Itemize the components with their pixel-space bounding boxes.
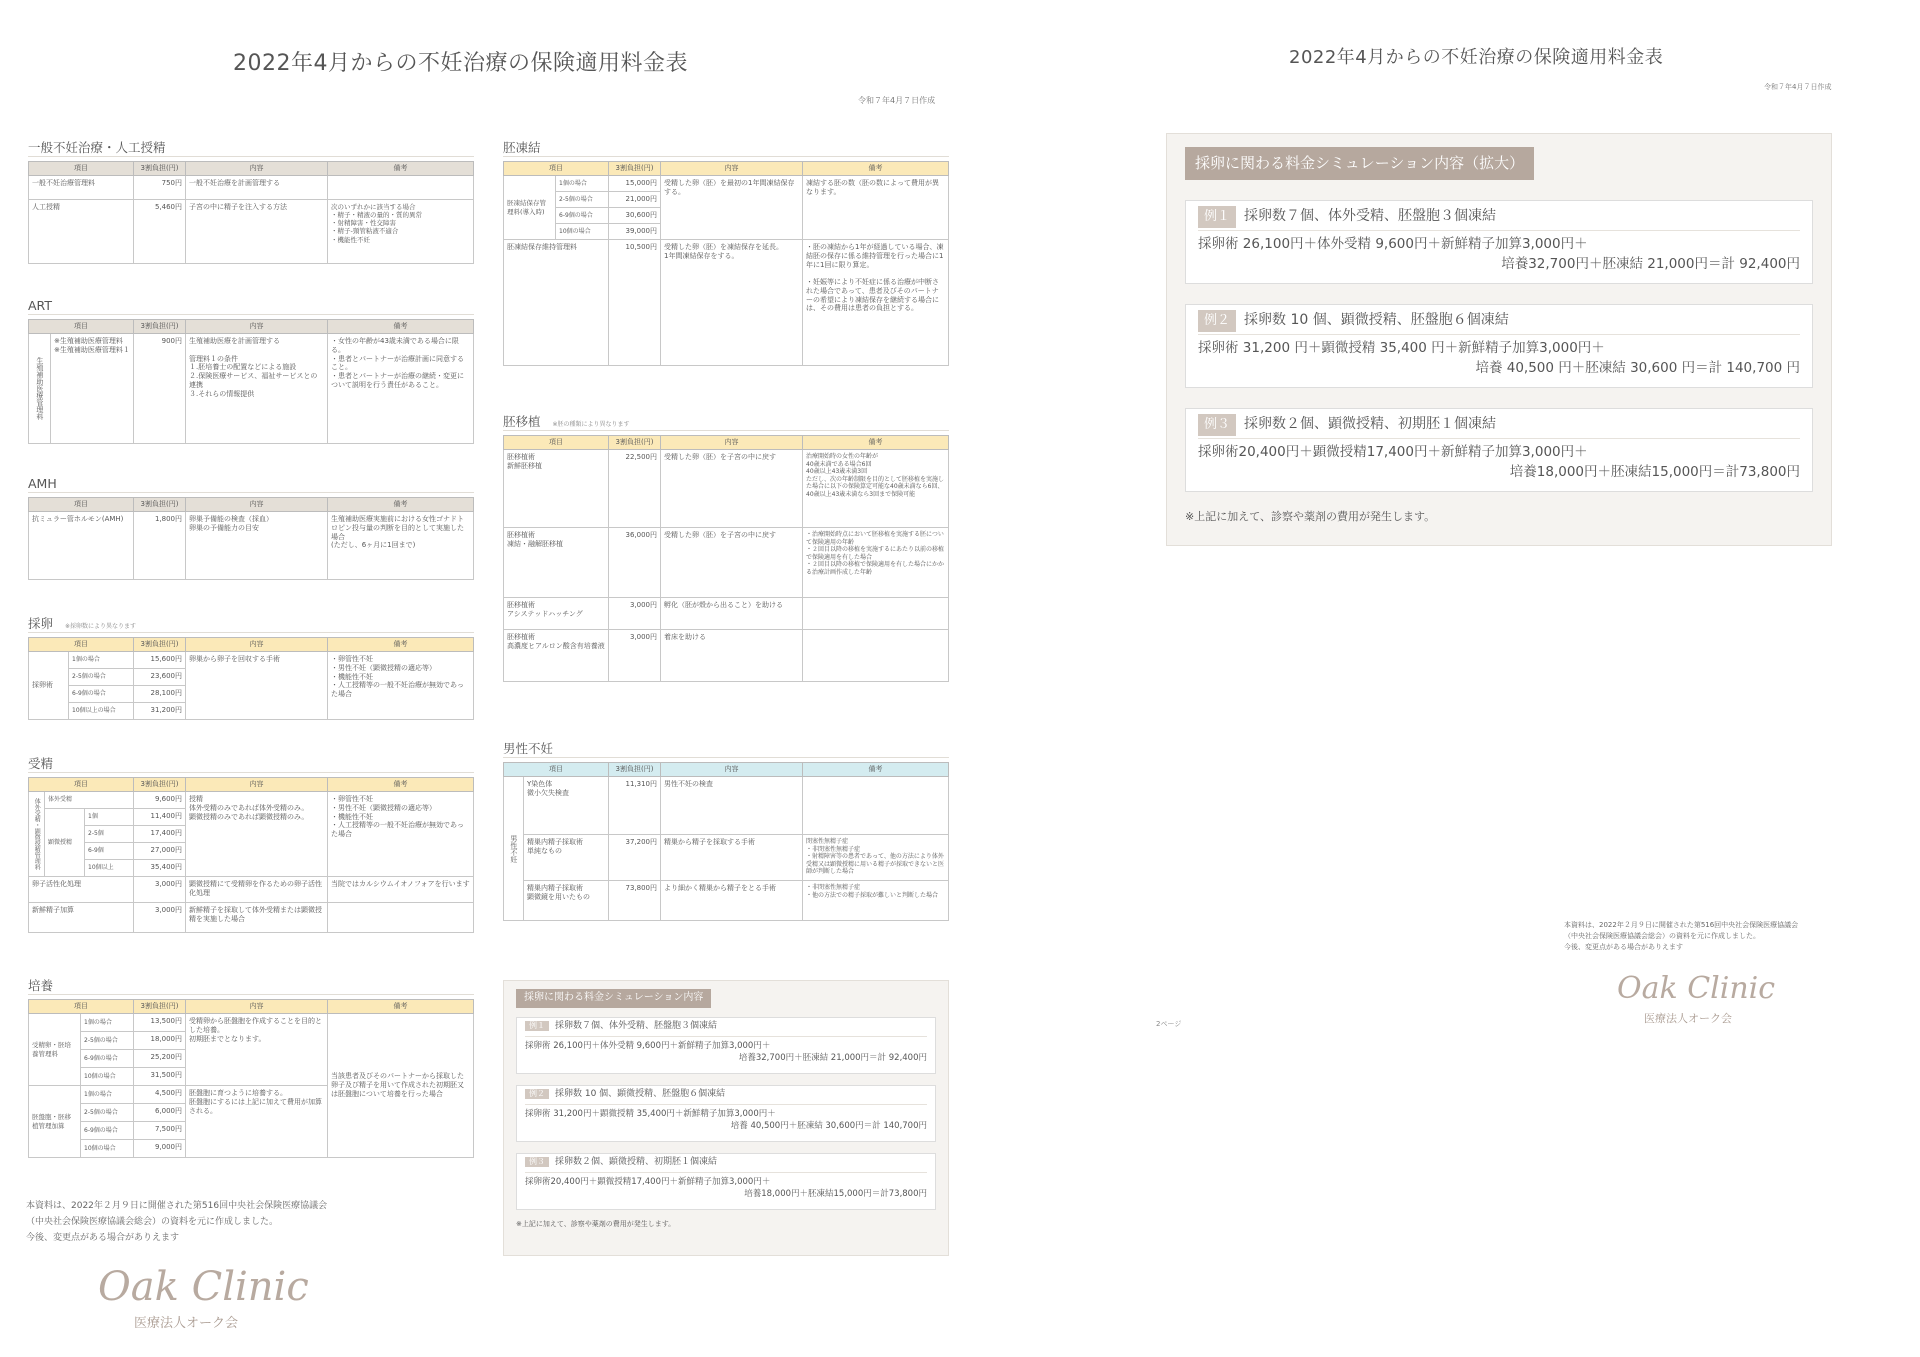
section-subnote: ※胚の種類により異なります	[552, 421, 630, 428]
sub-item-cell: 1個の場合	[81, 1014, 134, 1032]
section-title-text: 胚移植	[503, 414, 541, 429]
clinic-logo: Oak Clinic	[1617, 971, 1776, 1006]
col-header: 項目	[29, 320, 134, 334]
footer-note: 本資料は、2022年２月９日に開催された第516回中央社会保険医療協議会 （中央社会保険医療協議会総会）の資料を元に作成しました。 今後、変更点がある場合がありえます	[26, 1201, 328, 1243]
example-formula-2: 培養 40,500円＋胚凍結 30,600円＝計 140,700円	[730, 1121, 927, 1132]
table-row	[504, 450, 949, 528]
sub-item-cell: 10個の場合	[556, 224, 609, 240]
price-cell: 36,000円	[609, 528, 661, 598]
note-cell: ・卵管性不妊 ・男性不妊（顕微授精の適応等） ・機能性不妊 ・人工授精等の一般不妊治療が無効であった場合	[328, 652, 474, 720]
item-cell: 抗ミュラー管ホルモン(AMH)	[29, 512, 134, 580]
fee-table	[28, 777, 474, 933]
example-card	[1185, 200, 1813, 284]
price-cell: 900円	[134, 334, 186, 444]
item-cell: 精巣内精子採取術 単純なもの	[524, 835, 609, 881]
table-row	[504, 598, 949, 630]
table-row	[29, 903, 474, 933]
section-title-text: 採卵	[28, 616, 54, 631]
price-cell: 35,400円	[134, 860, 186, 877]
example-formula-2: 培養32,700円＋胚凍結 21,000円＝計 92,400円	[738, 1053, 927, 1064]
col-header: 3割負担(円)	[134, 1000, 186, 1014]
creation-date: 令和７年4月７日作成	[1764, 83, 1832, 91]
sub-item-cell: 1個の場合	[556, 176, 609, 192]
table-row	[29, 200, 474, 264]
sub-item-cell: 2-5個の場合	[81, 1104, 134, 1122]
section-amh	[28, 476, 474, 580]
table-row	[29, 1014, 474, 1032]
simulation-panel	[503, 980, 949, 1256]
price-cell: 17,400円	[134, 826, 186, 843]
page-number: 2ページ	[1156, 1020, 1182, 1028]
sub-item-cell: 6-9個の場合	[81, 1122, 134, 1140]
section-male-infertility	[503, 741, 949, 921]
simulation-title: 採卵に関わる料金シミュレーション内容（拡大）	[1185, 147, 1534, 180]
example-tag: 例１	[525, 1021, 549, 1031]
price-cell: 5,460円	[134, 200, 186, 264]
col-header: 3割負担(円)	[134, 778, 186, 792]
example-title-text: 採卵数２個、顕微授精、初期胚１個凍結	[1244, 415, 1496, 432]
example-title	[1198, 413, 1800, 439]
item-cell: 卵子活性化処理	[29, 877, 134, 903]
content-cell: 男性不妊の検査	[661, 777, 803, 835]
price-cell: 3,000円	[609, 630, 661, 682]
col-header: 項目	[504, 436, 609, 450]
price-cell: 750円	[134, 176, 186, 200]
content-cell: 受精した卵（胚）を最初の1年間凍結保存する。	[661, 176, 803, 240]
item-cell: Y染色体 微小欠失検査	[524, 777, 609, 835]
sub-item-cell: 2-5個の場合	[556, 192, 609, 208]
example-title-text: 採卵数２個、顕微授精、初期胚１個凍結	[555, 1156, 718, 1167]
price-cell: 18,000円	[134, 1032, 186, 1050]
col-header: 備考	[328, 320, 474, 334]
section-embryo-freezing	[503, 140, 949, 366]
example-title-text: 採卵数７個、体外受精、胚盤胞３個凍結	[555, 1020, 718, 1031]
example-title-text: 採卵数７個、体外受精、胚盤胞３個凍結	[1244, 207, 1496, 224]
content-cell: 受精した卵（胚）を凍結保存を延長。 1年間凍結保存をする。	[661, 240, 803, 366]
section-embryo-transfer	[503, 414, 949, 682]
sub-item-cell: 1個の場合	[69, 652, 134, 669]
content-cell: 受精卵から胚盤胞を作成することを目的とした培養。 初期胚までとなります。	[186, 1014, 328, 1086]
example-card	[1185, 408, 1813, 492]
example-title-text: 採卵数 10 個、顕微授精、胚盤胞６個凍結	[555, 1088, 726, 1099]
section-title: 一般不妊治療・人工授精	[28, 140, 474, 157]
col-header: 備考	[328, 162, 474, 176]
fee-table	[28, 319, 474, 444]
page-title: 2022年4月からの不妊治療の保険適用料金表	[1289, 47, 1664, 68]
col-header: 備考	[328, 778, 474, 792]
col-header: 内容	[186, 498, 328, 512]
fee-table	[503, 762, 949, 921]
table-row	[29, 176, 474, 200]
col-header: 内容	[186, 320, 328, 334]
example-tag: 例１	[1198, 206, 1236, 228]
example-title	[1198, 309, 1800, 335]
note-cell	[328, 903, 474, 933]
item-cell: 精巣内精子採取術 顕微鏡を用いたもの	[524, 881, 609, 921]
example-title	[525, 1089, 927, 1105]
example-formula-2: 培養 40,500 円＋胚凍結 30,600 円＝計 140,700 円	[1475, 359, 1800, 376]
price-cell: 9,000円	[134, 1140, 186, 1158]
table-row	[504, 881, 949, 921]
content-cell: 卵巣から卵子を回収する手術	[186, 652, 328, 720]
col-header: 備考	[803, 162, 949, 176]
page-title: 2022年4月からの不妊治療の保険適用料金表	[233, 51, 688, 76]
note-cell	[803, 777, 949, 835]
col-header: 内容	[661, 162, 803, 176]
note-cell: ・非閉塞性無精子症 ・他の方法での精子採取が難しいと判断した場合	[803, 881, 949, 921]
content-cell: より細かく精巣から精子をとる手術	[661, 881, 803, 921]
price-cell: 37,200円	[609, 835, 661, 881]
item-cell: 胚盤胞・胚移植管理加算	[29, 1086, 81, 1158]
document-page-2	[1144, 0, 1920, 1357]
section-general-infertility	[28, 140, 474, 264]
col-header: 内容	[186, 778, 328, 792]
sub-item-cell: 2-5個の場合	[69, 669, 134, 686]
footer-note: 本資料は、2022年２月９日に開催された第516回中央社会保険医療協議会 （中央社会保険医療協議会総会）の資料を元に作成しました。 今後、変更点がある場合がありえます	[1564, 921, 1799, 951]
section-title: 受精	[28, 756, 474, 773]
clinic-logo: Oak Clinic	[98, 1264, 309, 1310]
price-cell: 21,000円	[609, 192, 661, 208]
col-header: 項目	[29, 638, 134, 652]
price-cell: 15,000円	[609, 176, 661, 192]
note-cell: ・胚の凍結から1年が経過している場合、凍結胚の保存に係る維持管理を行った場合に1年に1回に限り算定。 ・妊娠等により不妊症に係る治療が中断された場合であって、患者及びそのパートナーの希望により凍結保存を継続する場合には、その費用は患者の負担とする。	[803, 240, 949, 366]
col-header: 項目	[504, 763, 609, 777]
note-cell	[803, 598, 949, 630]
item-cell: 採卵術	[29, 652, 69, 720]
example-card	[516, 1085, 936, 1142]
sub-item-cell: 6-9個の場合	[81, 1050, 134, 1068]
example-title-text: 採卵数 10 個、顕微授精、胚盤胞６個凍結	[1244, 311, 1509, 328]
col-header: 内容	[661, 436, 803, 450]
price-cell: 3,000円	[134, 903, 186, 933]
table-row	[504, 630, 949, 682]
item-cell: 胚移植術 アシステッドハッチング	[504, 598, 609, 630]
col-header: 項目	[29, 778, 134, 792]
sub-item-cell: 10個以上	[85, 860, 134, 877]
section-title: 胚凍結	[503, 140, 949, 157]
price-cell: 39,000円	[609, 224, 661, 240]
price-cell: 11,310円	[609, 777, 661, 835]
simulation-note: ※上記に加えて、診察や薬剤の費用が発生します。	[1185, 509, 1436, 523]
fee-table	[503, 435, 949, 682]
row-group-label: 男性不妊	[504, 777, 524, 921]
note-cell: ・女性の年齢が43歳未満である場合に限る。 ・患者とパートナーが治療計画に同意すること。 ・患者とパートナーが治療の継続・変更について説明を行う責任があること。	[328, 334, 474, 444]
sub-item-cell: 1個	[85, 809, 134, 826]
example-title	[525, 1157, 927, 1173]
item-cell: 顕微授精	[45, 809, 85, 877]
price-cell: 7,500円	[134, 1122, 186, 1140]
price-cell: 22,500円	[609, 450, 661, 528]
example-formula-1: 採卵術 26,100円＋体外受精 9,600円＋新鮮精子加算3,000円＋	[1198, 235, 1588, 252]
section-title	[503, 414, 949, 431]
price-cell: 15,600円	[134, 652, 186, 669]
example-formula-2: 培養18,000円＋胚凍結15,000円＝計73,800円	[744, 1189, 927, 1200]
sub-item-cell: 6-9個の場合	[69, 686, 134, 703]
price-cell: 1,800円	[134, 512, 186, 580]
note-cell	[328, 176, 474, 200]
table-row	[504, 240, 949, 366]
price-cell: 6,000円	[134, 1104, 186, 1122]
item-cell: 胚凍結保存維持管理料	[504, 240, 609, 366]
section-fertilization	[28, 756, 474, 933]
table-row	[504, 835, 949, 881]
table-row	[504, 176, 949, 192]
section-subnote: ※採卵数により異なります	[65, 623, 137, 630]
table-row	[29, 652, 474, 669]
example-card	[516, 1017, 936, 1074]
price-cell: 23,600円	[134, 669, 186, 686]
item-cell: 胚凍結保存管理料(導入時)	[504, 176, 556, 240]
example-card	[516, 1153, 936, 1210]
col-header: 項目	[29, 1000, 134, 1014]
example-tag: 例２	[525, 1089, 549, 1099]
example-formula-2: 培養18,000円＋胚凍結15,000円＝計73,800円	[1509, 463, 1800, 480]
table-row	[29, 792, 474, 809]
col-header: 3割負担(円)	[609, 763, 661, 777]
item-cell: ※生殖補助医療管理料 ※生殖補助医療管理料１	[51, 334, 134, 444]
price-cell: 11,400円	[134, 809, 186, 826]
price-cell: 27,000円	[134, 843, 186, 860]
example-formula-1: 採卵術 31,200円＋顕微授精 35,400円＋新鮮精子加算3,000円＋	[525, 1108, 776, 1119]
simulation-note: ※上記に加えて、診察や薬剤の費用が発生します。	[516, 1219, 676, 1228]
col-header: 備考	[328, 498, 474, 512]
note-cell	[803, 630, 949, 682]
content-cell: 授精 体外受精のみであれば体外受精のみ。 顕微授精のみであれば顕微授精のみ。	[186, 792, 328, 877]
section-title: ART	[28, 298, 474, 315]
col-header: 備考	[803, 436, 949, 450]
note-cell: ・卵管性不妊 ・男性不妊（顕微授精の適応等） ・機能性不妊 ・人工授精等の一般不妊治療が無効であった場合	[328, 792, 474, 877]
price-cell: 25,200円	[134, 1050, 186, 1068]
col-header: 備考	[803, 763, 949, 777]
fee-table	[28, 161, 474, 264]
clinic-logo-subtitle: 医療法人オーク会	[1644, 1012, 1732, 1025]
note-cell: 生殖補助医療実施前における女性ゴナドトロピン投与量の判断を目的として実施した場合 (ただし、6ヶ月に1回まで)	[328, 512, 474, 580]
content-cell: 生殖補助医療を計画管理する 管理料１の条件 １.胚培養士の配置などによる施設 ２.保険医療サービス、福祉サービスとの連携 ３.それらの情報提供	[186, 334, 328, 444]
note-cell: 当該患者及びそのパートナーから採取した卵子及び精子を用いて作成された初期胚又は胚盤胞について培養を行った場合	[328, 1014, 474, 1158]
col-header: 3割負担(円)	[134, 162, 186, 176]
fee-table	[28, 637, 474, 720]
sub-item-cell: 6-9個の場合	[556, 208, 609, 224]
example-formula-1: 採卵術20,400円＋顕微授精17,400円＋新鮮精子加算3,000円＋	[1198, 443, 1588, 460]
example-title	[1198, 205, 1800, 231]
content-cell: 精巣から精子を採取する手術	[661, 835, 803, 881]
row-group-label: 生殖補助医療管理料	[29, 334, 51, 444]
content-cell: 受精した卵（胚）を子宮の中に戻す	[661, 528, 803, 598]
content-cell: 子宮の中に精子を注入する方法	[186, 200, 328, 264]
section-culture	[28, 978, 474, 1158]
content-cell: 卵巣予備能の検査（採血） 卵巣の予備能力の目安	[186, 512, 328, 580]
price-cell: 30,600円	[609, 208, 661, 224]
sub-item-cell: 6-9個	[85, 843, 134, 860]
price-cell: 31,500円	[134, 1068, 186, 1086]
price-cell: 4,500円	[134, 1086, 186, 1104]
price-cell: 3,000円	[609, 598, 661, 630]
col-header: 3割負担(円)	[609, 162, 661, 176]
price-cell: 31,200円	[134, 703, 186, 720]
example-tag: 例３	[1198, 414, 1236, 436]
section-egg-retrieval	[28, 616, 474, 720]
sub-item-cell: 10個の場合	[81, 1140, 134, 1158]
content-cell: 顕微授精にて受精卵を作るための卵子活性化処理	[186, 877, 328, 903]
col-header: 3割負担(円)	[134, 498, 186, 512]
price-cell: 3,000円	[134, 877, 186, 903]
section-art	[28, 298, 474, 444]
col-header: 内容	[661, 763, 803, 777]
item-cell: 新鮮精子加算	[29, 903, 134, 933]
table-row	[504, 777, 949, 835]
note-cell: 凍結する胚の数（胚の数によって費用が異なります。	[803, 176, 949, 240]
example-formula-1: 採卵術 31,200 円＋顕微授精 35,400 円＋新鮮精子加算3,000円＋	[1198, 339, 1605, 356]
item-cell: 胚移植術 新鮮胚移植	[504, 450, 609, 528]
row-group-label: 体外受精・顕微授精管理料	[29, 792, 45, 877]
col-header: 項目	[29, 162, 134, 176]
col-header: 内容	[186, 162, 328, 176]
sub-item-cell: 10個以上の場合	[69, 703, 134, 720]
content-cell: 胚盤胞に育つように培養する。 胚盤胞にするには上記に加えて費用が加算される。	[186, 1086, 328, 1158]
note-cell: 当院ではカルシウムイオノフォアを行います	[328, 877, 474, 903]
fee-table	[503, 161, 949, 366]
section-title	[28, 616, 474, 633]
sub-item-cell: 2-5個の場合	[81, 1032, 134, 1050]
content-cell: 受精した卵（胚）を子宮の中に戻す	[661, 450, 803, 528]
section-title: 培養	[28, 978, 474, 995]
example-tag: 例２	[1198, 310, 1236, 332]
content-cell: 一般不妊治療を計画管理する	[186, 176, 328, 200]
content-cell: 新鮮精子を採取して体外受精または顕微授精を実施した場合	[186, 903, 328, 933]
content-cell: 着床を助ける	[661, 630, 803, 682]
table-row	[29, 334, 474, 444]
item-cell: 胚移植術 凍結・融解胚移植	[504, 528, 609, 598]
item-cell: 胚移植術 高濃度ヒアルロン酸含有培養液	[504, 630, 609, 682]
example-card	[1185, 304, 1813, 388]
note-cell: 閉塞性無精子症 ・非閉塞性無精子症 ・射精障害等の患者であって、他の方法により体外受精又は顕微授精に用いる精子が採取できないと医師が判断した場合	[803, 835, 949, 881]
section-title: 男性不妊	[503, 741, 949, 758]
content-cell: 孵化（胚が殻から出ること）を助ける	[661, 598, 803, 630]
price-cell: 73,800円	[609, 881, 661, 921]
col-header: 3割負担(円)	[609, 436, 661, 450]
col-header: 3割負担(円)	[134, 320, 186, 334]
table-row	[29, 877, 474, 903]
item-cell: 一般不妊治療管理料	[29, 176, 134, 200]
creation-date: 令和７年4月７日作成	[858, 96, 936, 105]
price-cell: 13,500円	[134, 1014, 186, 1032]
simulation-panel-enlarged	[1166, 133, 1832, 546]
price-cell: 10,500円	[609, 240, 661, 366]
simulation-title: 採卵に関わる料金シミュレーション内容	[516, 989, 711, 1008]
note-cell: ・治療開始時点において胚移植を実施する胚について保険適用の年齢 ・２回目以降の移植を実施するにあたり以前の移植で保険適用を有した場合 ・２回目以降の移植で保険適用を有した場合にかかる治療計画作成した年齢	[803, 528, 949, 598]
note-cell: 治療開始時の女性の年齢が 40歳未満である場合6回 40歳以上43歳未満3回 ただし、次の年齢制限を目的として胚移植を実施した場合に以下の保険算定可能な40歳未満なら6回、40歳以上43歳未満なら3回まで保険可能	[803, 450, 949, 528]
item-cell: 受精卵・胚培養管理料	[29, 1014, 81, 1086]
sub-item-cell: 1個の場合	[81, 1086, 134, 1104]
example-title	[525, 1021, 927, 1037]
example-tag: 例３	[525, 1157, 549, 1167]
note-cell: 次のいずれかに該当する場合 ・精子・精液の量的・質的異常 ・射精障害・性交障害 ・精子-頸管粘液不適合 ・機能性不妊	[328, 200, 474, 264]
table-row	[29, 512, 474, 580]
example-formula-2: 培養32,700円＋胚凍結 21,000円＝計 92,400円	[1501, 255, 1800, 272]
sub-item-cell: 10個の場合	[81, 1068, 134, 1086]
clinic-logo-subtitle: 医療法人オーク会	[134, 1316, 239, 1331]
col-header: 項目	[504, 162, 609, 176]
col-header: 内容	[186, 1000, 328, 1014]
item-cell: 体外受精	[45, 792, 134, 809]
col-header: 備考	[328, 638, 474, 652]
table-row	[504, 528, 949, 598]
col-header: 3割負担(円)	[134, 638, 186, 652]
sub-item-cell: 2-5個	[85, 826, 134, 843]
item-cell: 人工授精	[29, 200, 134, 264]
example-formula-1: 採卵術20,400円＋顕微授精17,400円＋新鮮精子加算3,000円＋	[525, 1176, 771, 1187]
example-formula-1: 採卵術 26,100円＋体外受精 9,600円＋新鮮精子加算3,000円＋	[525, 1040, 771, 1051]
fee-table	[28, 497, 474, 580]
col-header: 備考	[328, 1000, 474, 1014]
col-header: 内容	[186, 638, 328, 652]
col-header: 項目	[29, 498, 134, 512]
price-cell: 28,100円	[134, 686, 186, 703]
price-cell: 9,600円	[134, 792, 186, 809]
section-title: AMH	[28, 476, 474, 493]
fee-table	[28, 999, 474, 1158]
